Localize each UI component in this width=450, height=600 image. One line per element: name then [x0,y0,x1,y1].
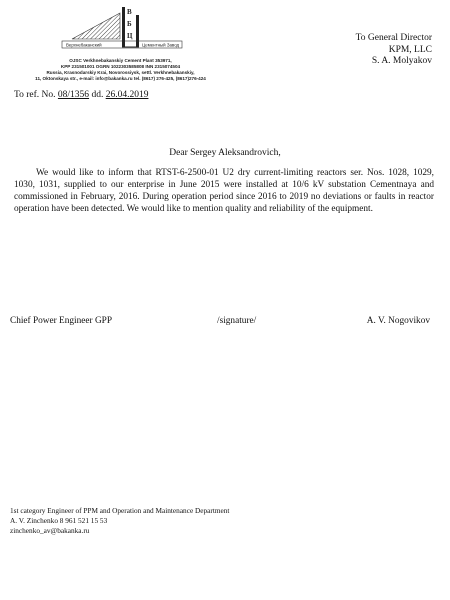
company-line: KPP 231501001 OGRN 1022303585808 INN 2315074504 [60,64,181,69]
reference-date: 26.04.2019 [105,90,149,100]
salutation: Dear Sergey Aleksandrovich, [169,148,281,158]
addressee-title: To General Director [355,33,432,43]
footer-contact [10,506,229,536]
logo-bar-right [136,15,139,47]
letter-body: We would like to inform that RTST-6-2500-01 U2 dry current-limiting reactors ser. Nos. 1028, 1029, 1030, 1031, supplied to our enterprise in June 2015 were installed at 10/6 kV substation Cementnaya and commissioned in February, 2016. During operation period since 2016 to 2019 no deviations or faults in reactor operation have been detected. We would like to mention quality and reliability of the equipment. [14,168,434,214]
reference-line [14,90,148,100]
company-line: Russia, Krasnodarskiy Krai, Novorossiysk, settl. Verkhnebakanskiy, [46,70,195,75]
reference-dd: dd. [91,90,104,100]
logo-letter-1: В [127,8,132,16]
logo-letter-3: Ц [127,32,133,40]
logo-left-text: Верхнебаканский [66,42,102,48]
addressee-block [356,33,432,68]
signer-name: A. V. Nogovikov [366,316,430,326]
company-logo [52,5,192,57]
addressee-name: S. A. Molyakov [371,56,432,66]
logo-right-text: Цементный Завод [142,42,180,48]
footer-name-phone: A. V. Zinchenko 8 961 521 15 53 [10,516,108,525]
footer-email: zinchenko_av@bakanka.ru [10,526,90,535]
reference-number: 08/1356 [57,90,90,100]
footer-position: 1st category Engineer of PPM and Operation and Maintenance Department [10,506,230,515]
logo-graphic [52,5,192,57]
logo-letter-2: Б [127,20,132,28]
reference-prefix: To ref. No. [14,90,56,100]
addressee-company: KPM, LLC [388,44,432,55]
logo-hatch-shape [72,13,120,39]
signer-title: Chief Power Engineer GPP [10,316,112,326]
company-info [18,58,223,82]
company-line: OJSC Verkhnebakanskiy Cement Plant 353971, [69,58,172,63]
signature-mark: /signature/ [217,316,257,326]
company-line: 11, Oktonskaya str., e-mail: info@bakanka.ru tel. (8617) 276-425, (8617)276-424 [35,76,206,81]
